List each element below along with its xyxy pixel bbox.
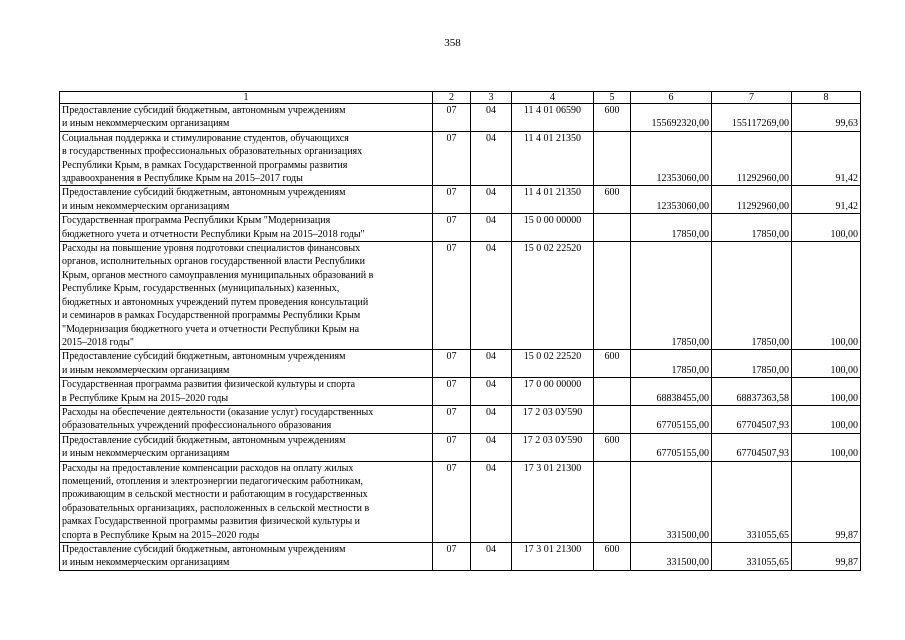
cell-executed: 11292960,00	[712, 186, 792, 214]
cell-percent: 100,00	[792, 433, 861, 461]
cell-planned: 12353060,00	[631, 131, 712, 186]
cell-planned: 331500,00	[631, 543, 712, 571]
cell-expense-type: 600	[594, 350, 631, 378]
cell-planned: 67705155,00	[631, 433, 712, 461]
cell-subsection: 04	[471, 350, 512, 378]
table-row	[60, 104, 861, 132]
cell-subsection: 04	[471, 186, 512, 214]
table-row	[60, 242, 861, 350]
column-header: 7	[712, 92, 792, 104]
column-header: 4	[512, 92, 594, 104]
table-row	[60, 461, 861, 542]
cell-section: 07	[433, 543, 471, 571]
cell-percent: 100,00	[792, 405, 861, 433]
page-number: 358	[444, 37, 461, 49]
cell-section: 07	[433, 461, 471, 542]
cell-expense-type: 600	[594, 186, 631, 214]
cell-subsection: 04	[471, 242, 512, 350]
cell-target-article: 17 3 01 21300	[512, 543, 594, 571]
cell-planned: 155692320,00	[631, 104, 712, 132]
cell-planned: 17850,00	[631, 242, 712, 350]
cell-expense-type	[594, 131, 631, 186]
cell-percent: 91,42	[792, 186, 861, 214]
cell-planned: 17850,00	[631, 350, 712, 378]
table-row	[60, 433, 861, 461]
cell-executed: 68837363,58	[712, 378, 792, 406]
cell-expense-type	[594, 461, 631, 542]
cell-target-article: 15 0 02 22520	[512, 350, 594, 378]
cell-planned: 12353060,00	[631, 186, 712, 214]
cell-target-article: 11 4 01 21350	[512, 186, 594, 214]
cell-target-article: 11 4 01 21350	[512, 131, 594, 186]
cell-subsection: 04	[471, 131, 512, 186]
cell-subsection: 04	[471, 214, 512, 242]
cell-expense-type	[594, 214, 631, 242]
cell-section: 07	[433, 104, 471, 132]
cell-executed: 17850,00	[712, 214, 792, 242]
column-header: 5	[594, 92, 631, 104]
cell-subsection: 04	[471, 433, 512, 461]
cell-planned: 331500,00	[631, 461, 712, 542]
column-header: 3	[471, 92, 512, 104]
column-header: 8	[792, 92, 861, 104]
cell-section: 07	[433, 214, 471, 242]
cell-percent: 100,00	[792, 242, 861, 350]
cell-section: 07	[433, 350, 471, 378]
cell-subsection: 04	[471, 104, 512, 132]
cell-expense-type: 600	[594, 433, 631, 461]
cell-planned: 67705155,00	[631, 405, 712, 433]
table-header-row	[60, 92, 861, 104]
cell-planned: 68838455,00	[631, 378, 712, 406]
cell-name: Предоставление субсидий бюджетным, автономным учреждениям и иным некоммерческим организациям	[60, 350, 433, 378]
cell-percent: 99,87	[792, 461, 861, 542]
cell-name: Предоставление субсидий бюджетным, автономным учреждениям и иным некоммерческим организациям	[60, 186, 433, 214]
cell-expense-type	[594, 405, 631, 433]
cell-executed: 155117269,00	[712, 104, 792, 132]
column-header: 2	[433, 92, 471, 104]
table-row	[60, 350, 861, 378]
cell-subsection: 04	[471, 543, 512, 571]
cell-name: Предоставление субсидий бюджетным, автономным учреждениям и иным некоммерческим организациям	[60, 104, 433, 132]
cell-target-article: 17 0 00 00000	[512, 378, 594, 406]
cell-expense-type: 600	[594, 104, 631, 132]
cell-target-article: 15 0 00 00000	[512, 214, 594, 242]
cell-name: Государственная программа развития физической культуры и спорта в Республике Крым на 2015–2020 годы	[60, 378, 433, 406]
cell-executed: 67704507,93	[712, 433, 792, 461]
cell-name: Государственная программа Республики Крым "Модернизация бюджетного учета и отчетности Республики Крым на 2015–2018 годы"	[60, 214, 433, 242]
cell-target-article: 15 0 02 22520	[512, 242, 594, 350]
cell-target-article: 17 2 03 0У590	[512, 433, 594, 461]
cell-percent: 100,00	[792, 214, 861, 242]
cell-percent: 99,63	[792, 104, 861, 132]
cell-name: Расходы на обеспечение деятельности (оказание услуг) государственных образовательных учреждений профессионального образования	[60, 405, 433, 433]
column-header: 1	[60, 92, 433, 104]
cell-name: Предоставление субсидий бюджетным, автономным учреждениям и иным некоммерческим организациям	[60, 433, 433, 461]
cell-percent: 100,00	[792, 378, 861, 406]
cell-section: 07	[433, 131, 471, 186]
cell-target-article: 11 4 01 06590	[512, 104, 594, 132]
cell-executed: 331055,65	[712, 543, 792, 571]
budget-table	[59, 91, 861, 571]
cell-name: Расходы на предоставление компенсации расходов на оплату жилых помещений, отопления и электроэнергии педагогическим работникам, проживающим в сельской местности и работающим в государственных образовательных организациях, расположенных в сельской местности в рамках Государственной программы развития физической культуры и спорта в Республике Крым на 2015–2020 годы	[60, 461, 433, 542]
cell-expense-type	[594, 378, 631, 406]
cell-percent: 99,87	[792, 543, 861, 571]
table-body	[60, 104, 861, 571]
cell-executed: 17850,00	[712, 242, 792, 350]
cell-section: 07	[433, 242, 471, 350]
cell-subsection: 04	[471, 405, 512, 433]
cell-name: Предоставление субсидий бюджетным, автономным учреждениям и иным некоммерческим организациям	[60, 543, 433, 571]
cell-target-article: 17 2 03 0У590	[512, 405, 594, 433]
cell-executed: 17850,00	[712, 350, 792, 378]
cell-executed: 67704507,93	[712, 405, 792, 433]
cell-executed: 331055,65	[712, 461, 792, 542]
table-row	[60, 186, 861, 214]
cell-percent: 91,42	[792, 131, 861, 186]
cell-section: 07	[433, 378, 471, 406]
cell-subsection: 04	[471, 378, 512, 406]
cell-planned: 17850,00	[631, 214, 712, 242]
table-row	[60, 543, 861, 571]
cell-expense-type	[594, 242, 631, 350]
cell-section: 07	[433, 186, 471, 214]
cell-executed: 11292960,00	[712, 131, 792, 186]
cell-expense-type: 600	[594, 543, 631, 571]
table-row	[60, 378, 861, 406]
cell-percent: 100,00	[792, 350, 861, 378]
cell-section: 07	[433, 405, 471, 433]
table-row	[60, 405, 861, 433]
cell-target-article: 17 3 01 21300	[512, 461, 594, 542]
cell-name: Расходы на повышение уровня подготовки специалистов финансовых органов, исполнительных органов государственной власти Республики Крым, органов местного самоуправления муниципальных образований в Республике Крым, государственных (муниципальных) казенных, бюджетных и автономных учреждений путем проведения консультаций и семинаров в рамках Государственной программы Республики Крым "Модернизация бюджетного учета и отчетности Республики Крым на 2015–2018 годы"	[60, 242, 433, 350]
table-row	[60, 214, 861, 242]
cell-section: 07	[433, 433, 471, 461]
column-header: 6	[631, 92, 712, 104]
table-row	[60, 131, 861, 186]
cell-name: Социальная поддержка и стимулирование студентов, обучающихся в государственных профессиональных образовательных организациях Республики Крым, в рамках Государственной программы развития здравоохранения в Республике Крым на 2015–2017 годы	[60, 131, 433, 186]
cell-subsection: 04	[471, 461, 512, 542]
